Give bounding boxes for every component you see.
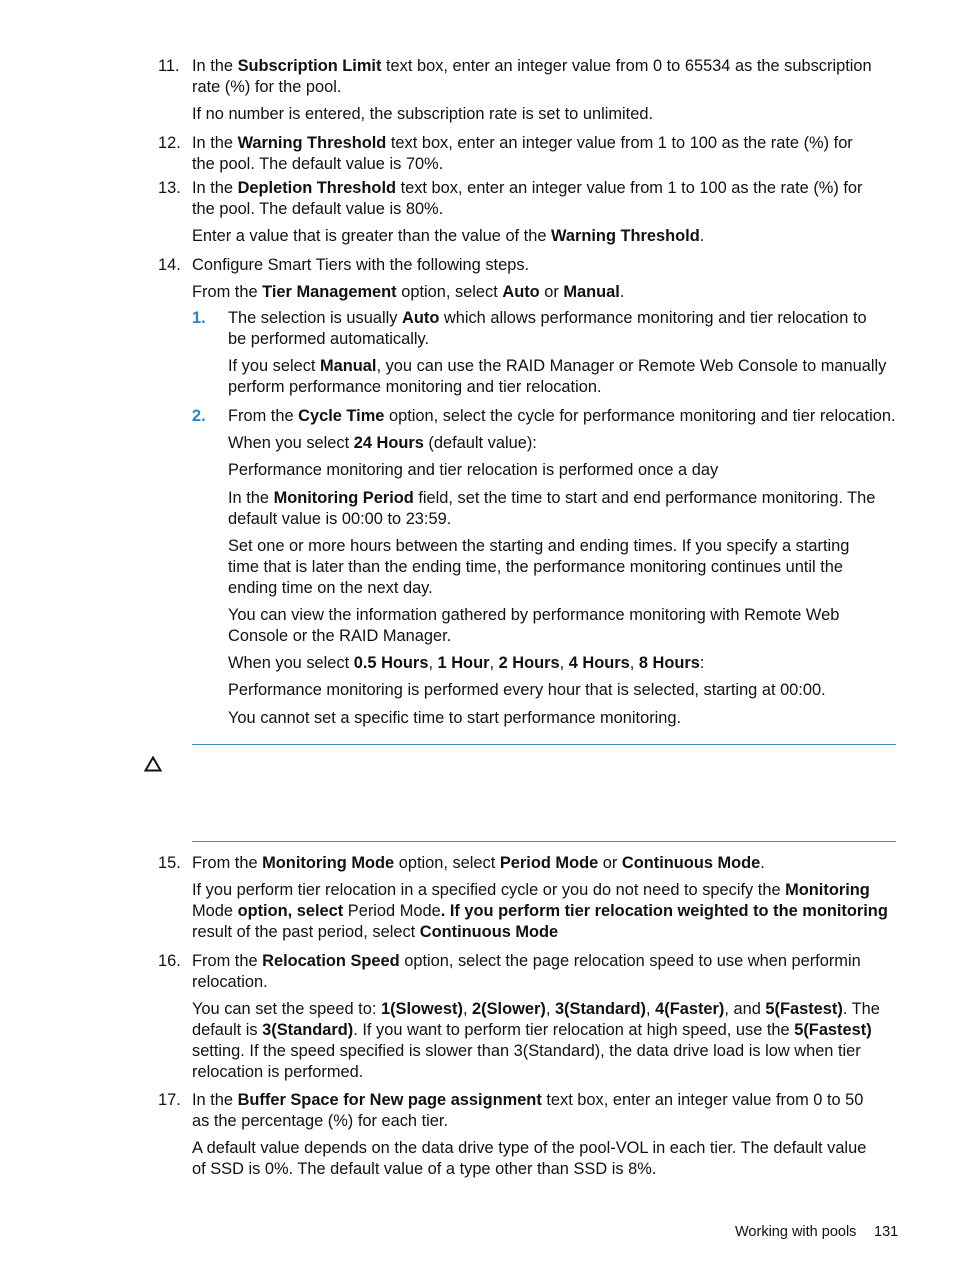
- bold-term: 3(Standard): [262, 1021, 354, 1039]
- caution-line-1: [192, 753, 215, 774]
- bold-term: 8 Hours: [638, 654, 700, 672]
- step-13-note: Enter a value that is greater than the value of the Warning Threshold.: [192, 227, 705, 245]
- step-15-para-line-1: If you perform tier relocation in a specified cycle or you do not need to specify the Monitoring: [192, 881, 870, 899]
- step-14-line-1: Configure Smart Tiers with the following steps.: [192, 256, 530, 274]
- step-16-line-2: relocation.: [192, 973, 268, 991]
- step-11-line-1: In the Subscription Limit text box, enter an integer value from 0 to 65534 as the subscription: [192, 57, 872, 75]
- substep-2-monitoring-period-1: In the Monitoring Period field, set the time to start and end performance monitoring. The: [228, 489, 876, 507]
- step-number-13: 13.: [158, 179, 181, 197]
- step-11-note: If no number is entered, the subscription rate is set to unlimited.: [192, 105, 653, 123]
- bold-term: 0.5 Hours: [353, 654, 429, 672]
- step-12-line-2: the pool. The default value is 70%.: [192, 155, 444, 173]
- substep-number-1: 1.: [192, 309, 206, 327]
- bold-term: 1(Slowest): [380, 1000, 463, 1018]
- bold-term: 5(Fastest): [794, 1021, 872, 1039]
- step-16-para-line-3: setting. If the speed specified is slower than 3(Standard), the data drive load is low when tier: [192, 1042, 861, 1060]
- bold-term: Buffer Space for New page assignment: [237, 1091, 542, 1109]
- substep-2-24-hours: When you select 24 Hours (default value):: [228, 434, 537, 452]
- substep-2-no-specific-time: You cannot set a specific time to start performance monitoring.: [228, 709, 682, 727]
- substep-2-every-hour: Performance monitoring is performed every hour that is selected, starting at 00:00.: [228, 681, 826, 699]
- bold-term: Continuous Mode: [419, 923, 559, 941]
- step-16-line-1: From the Relocation Speed option, select the page relocation speed to use when performin: [192, 952, 861, 970]
- step-number-11: 11.: [158, 57, 180, 75]
- caution-bottom-rule: [192, 841, 896, 842]
- bold-term: 4(Faster): [655, 1000, 725, 1018]
- bold-term: Depletion Threshold: [237, 179, 397, 197]
- step-15-para-line-2: Mode option, select Period Mode. If you perform tier relocation weighted to the monitoring: [192, 902, 888, 920]
- bold-term: Warning Threshold: [551, 227, 700, 245]
- substep-2-hours-line-2: time that is later than the ending time, the performance monitoring continues until the: [228, 558, 843, 576]
- step-17-para-line-2: of SSD is 0%. The default value of a type other than SSD is 8%.: [192, 1160, 657, 1178]
- substep-2-hour-options: When you select 0.5 Hours, 1 Hour, 2 Hours, 4 Hours, 8 Hours:: [228, 654, 705, 672]
- bold-term: 2(Slower): [472, 1000, 546, 1018]
- step-16-para-line-1: You can set the speed to: 1(Slowest), 2(Slower), 3(Standard), 4(Faster), and 5(Fastest). The: [192, 1000, 880, 1018]
- bold-term: 5(Fastest): [765, 1000, 843, 1018]
- step-number-14: 14.: [158, 256, 181, 274]
- substep-2-view-line-2: Console or the RAID Manager.: [228, 627, 452, 645]
- substep-1-manual-line-2: perform performance monitoring and tier relocation.: [228, 378, 602, 396]
- substep-1-line-2: be performed automatically.: [228, 330, 430, 348]
- bold-term: 24 Hours: [353, 434, 424, 452]
- bold-term: . If you perform tier relocation weighted to the monitoring: [440, 902, 888, 920]
- substep-2-once-a-day: Performance monitoring and tier relocation is performed once a day: [228, 461, 719, 479]
- bold-term: 4 Hours: [568, 654, 630, 672]
- substep-number-2: 2.: [192, 407, 206, 425]
- bold-term: option, select: [233, 902, 348, 920]
- step-number-16: 16.: [158, 952, 181, 970]
- bold-term: Warning Threshold: [237, 134, 387, 152]
- step-number-17: 17.: [158, 1091, 181, 1109]
- step-11-line-2: rate (%) for the pool.: [192, 78, 342, 96]
- bold-term: Monitoring Mode: [262, 854, 395, 872]
- substep-2-view-line-1: You can view the information gathered by performance monitoring with Remote Web: [228, 606, 840, 624]
- bold-term: Subscription Limit: [237, 57, 382, 75]
- bold-term: Cycle Time: [298, 407, 385, 425]
- bold-term: Manual: [320, 357, 377, 375]
- step-15-para-line-3: result of the past period, select Continuous Mode: [192, 923, 559, 941]
- bold-term: Auto: [502, 283, 540, 301]
- bold-term: 3(Standard): [554, 1000, 647, 1018]
- substep-2-monitoring-period-2: default value is 00:00 to 23:59.: [228, 510, 452, 528]
- step-14-tier-management: From the Tier Management option, select Auto or Manual.: [192, 283, 625, 301]
- bold-term: Continuous Mode: [621, 854, 761, 872]
- bold-term: Relocation Speed: [262, 952, 400, 970]
- step-17-line-1: In the Buffer Space for New page assignment text box, enter an integer value from 0 to 50: [192, 1091, 864, 1109]
- step-17-para-line-1: A default value depends on the data drive type of the pool-VOL in each tier. The default value: [192, 1139, 867, 1157]
- caution-triangle-icon: [144, 756, 162, 772]
- substep-2-hours-line-3: ending time on the next day.: [228, 579, 433, 597]
- caution-top-rule: [192, 744, 896, 745]
- step-16-para-line-2: default is 3(Standard). If you want to perform tier relocation at high speed, use the 5(Fastest): [192, 1021, 872, 1039]
- bold-term: 1 Hour: [437, 654, 490, 672]
- substep-1-line-1: The selection is usually Auto which allows performance monitoring and tier relocation to: [228, 309, 867, 327]
- substep-2-hours-line-1: Set one or more hours between the starting and ending times. If you specify a starting: [228, 537, 850, 555]
- footer-page-number: 131: [874, 1224, 899, 1240]
- step-13-line-1: In the Depletion Threshold text box, enter an integer value from 1 to 100 as the rate (%) for: [192, 179, 863, 197]
- step-number-15: 15.: [158, 854, 181, 872]
- step-13-line-2: the pool. The default value is 80%.: [192, 200, 444, 218]
- step-17-line-2: as the percentage (%) for each tier.: [192, 1112, 449, 1130]
- step-12-line-1: In the Warning Threshold text box, enter an integer value from 1 to 100 as the rate (%) for: [192, 134, 853, 152]
- bold-term: Monitoring Period: [273, 489, 414, 507]
- footer-section-title: Working with pools: [735, 1224, 857, 1240]
- step-number-12: 12.: [158, 134, 181, 152]
- bold-term: 2 Hours: [498, 654, 560, 672]
- bold-term: Tier Management: [262, 283, 397, 301]
- step-15-line-1: From the Monitoring Mode option, select Period Mode or Continuous Mode.: [192, 854, 765, 872]
- substep-1-manual-line-1: If you select Manual, you can use the RAID Manager or Remote Web Console to manually: [228, 357, 887, 375]
- substep-2-line-1: From the Cycle Time option, select the cycle for performance monitoring and tier relocation.: [228, 407, 896, 425]
- bold-term: Auto: [402, 309, 440, 327]
- bold-term: Period Mode: [499, 854, 599, 872]
- bold-term: Monitoring: [785, 881, 870, 899]
- bold-term: Manual: [563, 283, 620, 301]
- step-16-para-line-4: relocation is performed.: [192, 1063, 364, 1081]
